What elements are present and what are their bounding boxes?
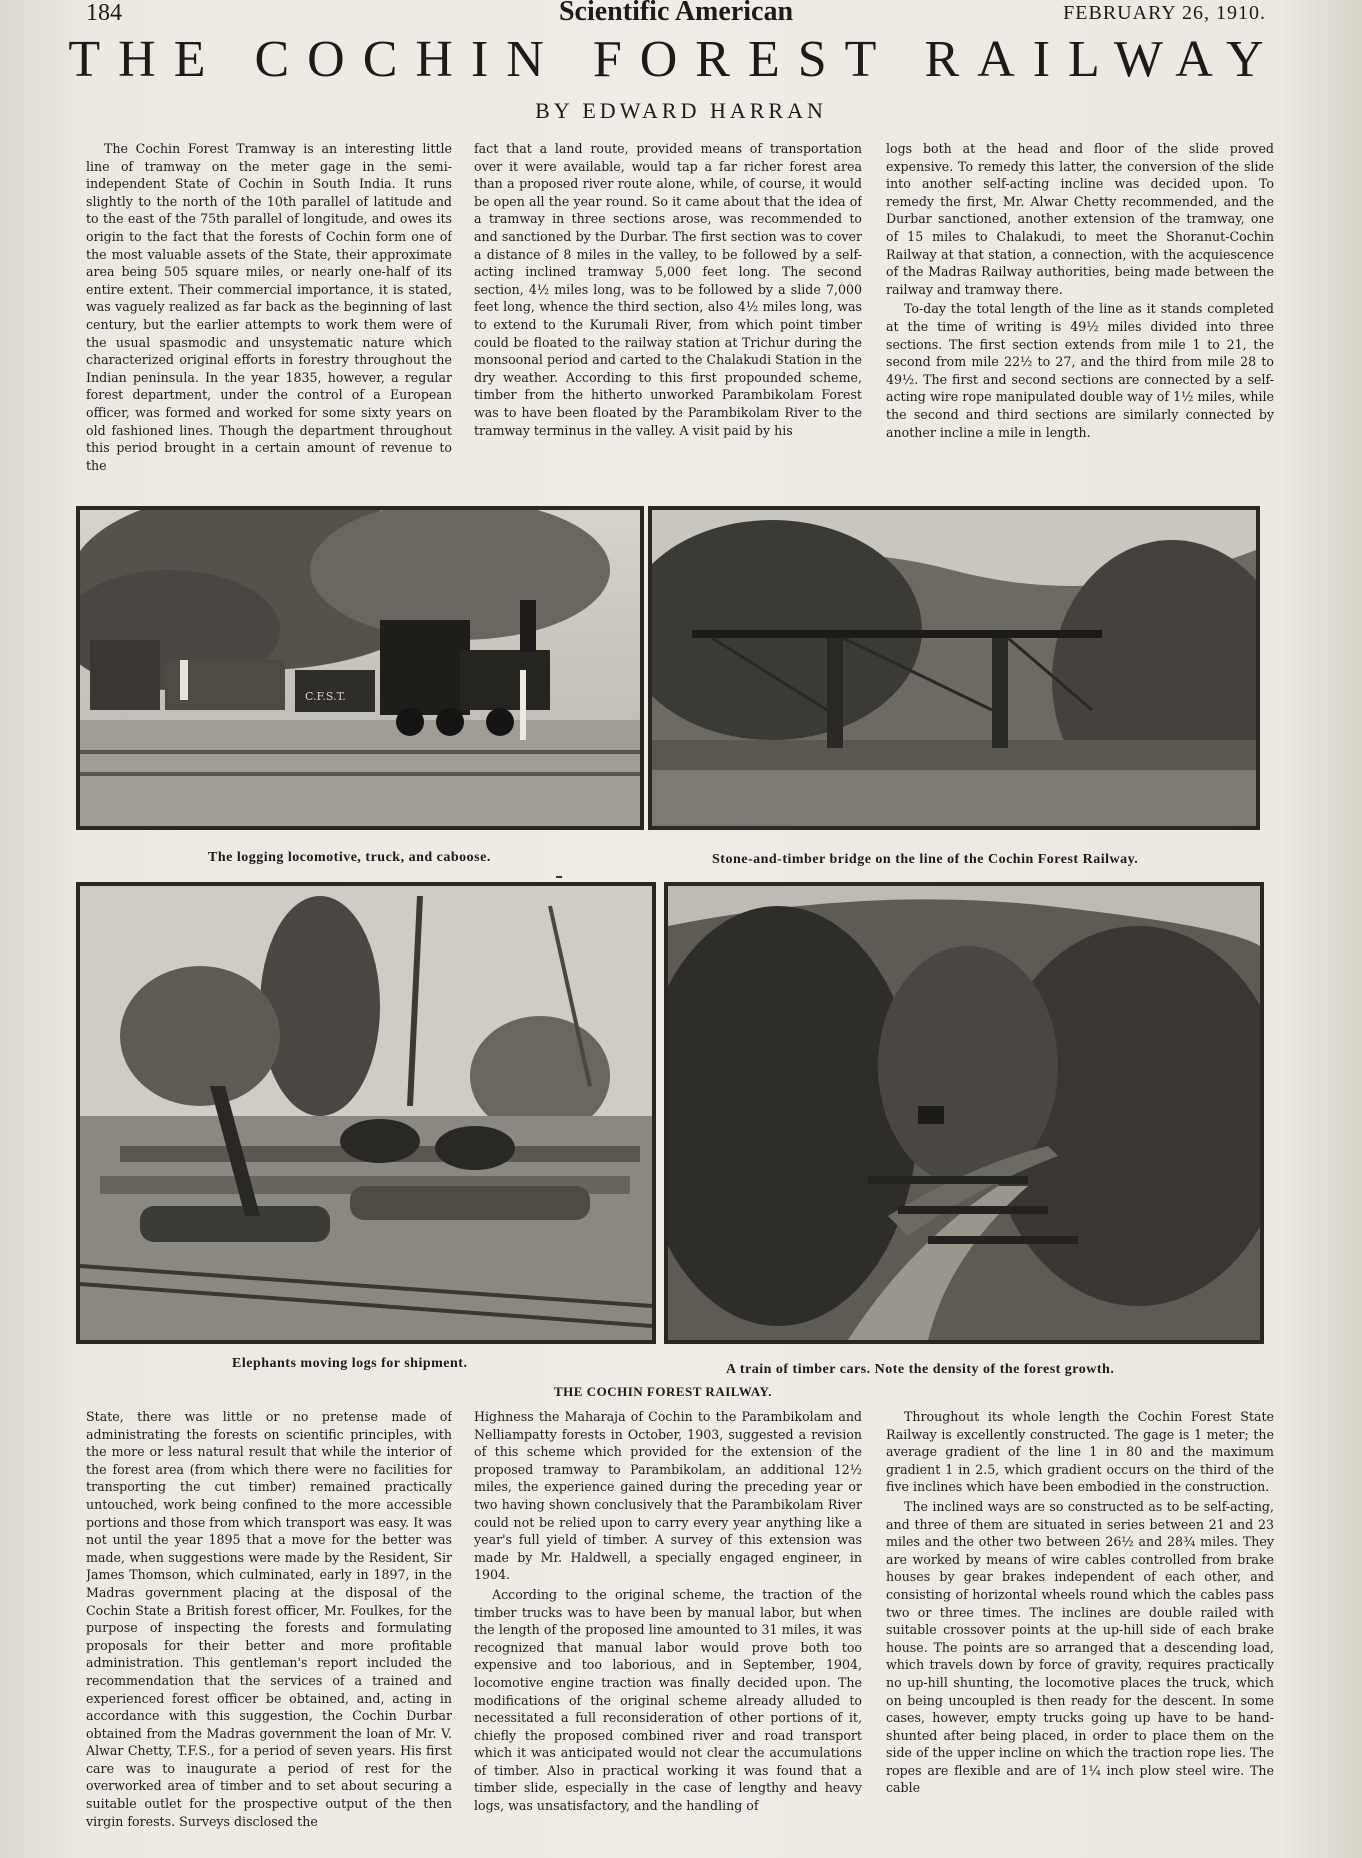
photo-locomotive	[76, 506, 644, 830]
divider	[556, 876, 562, 878]
page-number: 184	[86, 0, 122, 26]
paragraph: To-day the total length of the line as it stands completed at the time of writing is 49½ miles divided into three sections. The first section extends from mile 1 to 21, the second from mile 22½ to 27, and the third from mile 28 to 49½. The first and second sections are connected by a self-acting wire rope manipulated double way of 1½ miles, while the second and third sections are similarly connected by another incline a mile in length.	[886, 301, 1274, 440]
bridge-illustration	[652, 510, 1256, 826]
paragraph: The Cochin Forest Tramway is an interesting little line of tramway on the meter gage in the semi-independent State of Cochin in South India. It runs slightly to the north of the 10th parallel of latitude and to the east of the 75th parallel of longitude, and owes its origin to the fact that the forests of Cochin form one of the most valuable assets of the State, their approximate area being 505 square miles, or nearly one-half of its entire extent. Their commercial importance, it is stated, was vaguely realized as far back as the beginning of last century, but the earlier attempts to work them were of the usual spasmodic and unsystematic nature which characterized original efforts in forestry throughout the Indian peninsula. In the year 1835, however, a regular forest department, under the control of a European officer, was formed and worked for some sixty years on old fashioned lines. Though the department throughout this period brought in a certain amount of revenue to the	[86, 141, 452, 473]
paragraph: Highness the Maharaja of Cochin to the Parambikolam and Nelliampatty forests in October, 1903, suggested a revision of this scheme which provided for the extension of the proposed tramway to Parambikolam, an additional 12½ miles, the experience gained during the preceding year or two having shown conclusively that the Parambikolam River could not be relied upon to carry every year anything like a year's full yield of timber. A survey of this extension was made by Mr. Haldwell, a specially engaged engineer, in 1904.	[474, 1409, 862, 1583]
paragraph: Throughout its whole length the Cochin Forest State Railway is excellently constructed. The gage is 1 meter; the average gradient of the line 1 in 80 and the maximum gradient 1 in 2.5, which gradient occurs on the third of the five inclines which have been embodied in the construction.	[886, 1409, 1274, 1495]
paragraph: State, there was little or no pretense made of administrating the forests on scientific principles, with the more or less natural result that while the interior of the forest area (from which there were no facilities for transporting the cut timber) remained practically untouched, work being confined to the more accessible portions and those from which transport was easy. It was not until the year 1895 that a move for the better was made, when suggestions were made by the Resident, Sir James Thomson, which culminated, early in 1897, in the Madras government placing at the disposal of the Cochin State a British forest officer, Mr. Foulkes, for the purpose of inspecting the forests and formulating proposals for their better and more profitable administration. This gentleman's report included the recommendation that the services of a trained and experienced forest officer be obtained, and, acting in accordance with this suggestion, the Cochin Durbar obtained from the Madras government the loan of Mr. V. Alwar Chetty, T.F.S., for a period of seven years. His first care was to inaugurate a period of rest for the overworked area of timber and to set about securing a suitable outlet for the prospective output of the then virgin forests. Surveys disclosed the	[86, 1409, 452, 1829]
paragraph: According to the original scheme, the traction of the timber trucks was to have been by manual labor, but when the length of the proposed line amounted to 31 miles, it was recognized that manual labor would prove both too expensive and too laborious, and in September, 1904, locomotive engine traction was finally decided upon. The modifications of the original scheme already alluded to necessitated a full reconsideration of other portions of it, chiefly the proposed combined river and road transport which it was anticipated would not clear the accumulations of timber. Also in practical working it was found that a timber slide, especially in the case of lengthy and heavy logs, was unsatisfactory, and the handling of	[474, 1586, 862, 1814]
timber-train-illustration	[668, 886, 1260, 1340]
paragraph: fact that a land route, provided means of transportation over it were available, would tap a far richer forest area than a proposed river route alone, while, of course, it would be open all the year round. So it came about that the idea of a tramway in three sections arose, was recommended to and sanctioned by the Durbar. The first section was to cover a distance of 8 miles in the valley, to be followed by a self-acting inclined tramway 5,000 feet long. The second section, 4½ miles long, was to be followed by a slide 7,000 feet long, whence the third section, also 4½ miles long, was to extend to the Kurumali River, from which point timber could be floated to the railway station at Trichur during the monsoonal period and carted to the Chalakudi Station in the dry weather. According to this first propounded scheme, timber from the hitherto unworked Parambikolam Forest was to have been floated by the Parambikolam River to the tramway terminus in the valley. A visit paid by his	[474, 141, 862, 438]
paragraph: The inclined ways are so constructed as to be self-acting, and three of them are situated in series between 21 and 23 miles and the other two between 26½ and 28¾ miles. They are worked by means of wire cables controlled from brake houses by gear brakes independent of each other, and consisting of horizontal wheels round which the cables pass two or three times. The inclines are double railed with suitable crossover points at the up-hill side of each brake house. The points are so arranged that a descending load, which travels down by force of gravity, requires practically no up-hill shunting, the locomotive places the truck, which on being uncoupled is then ready for the descent. In some cases, however, empty trucks going up have to be hand-shunted after being placed, in order to place them on the side of the upper incline on which the traction rope lies. The ropes are flexible and are of 1¼ inch plow steel wire. The cable	[886, 1498, 1274, 1796]
bottom-column-2	[474, 1408, 862, 1854]
bottom-column-1	[86, 1408, 452, 1854]
top-column-1	[86, 140, 452, 478]
running-header	[86, 0, 1266, 30]
caption-elephants: Elephants moving logs for shipment.	[232, 1356, 468, 1371]
article-title: THE COCHIN FOREST RAILWAY	[68, 31, 1282, 88]
photo-elephants	[76, 882, 656, 1344]
elephants-illustration	[80, 886, 652, 1340]
tender-label: C.F.S.T.	[305, 690, 346, 703]
issue-date: FEBRUARY 26, 1910.	[1063, 2, 1266, 24]
caption-timber-train: A train of timber cars. Note the density of the forest growth.	[726, 1362, 1115, 1377]
top-column-2	[474, 140, 862, 478]
caption-bridge: Stone-and-timber bridge on the line of the Cochin Forest Railway.	[712, 852, 1139, 867]
photo-timber-train	[664, 882, 1264, 1344]
top-column-3	[886, 140, 1274, 478]
figure-caption: THE COCHIN FOREST RAILWAY.	[554, 1384, 772, 1399]
locomotive-illustration	[80, 510, 640, 826]
caption-locomotive: The logging locomotive, truck, and caboose.	[208, 850, 491, 865]
article-byline: BY EDWARD HARRAN	[535, 98, 827, 123]
magazine-name: Scientific American	[558, 0, 794, 27]
paragraph: logs both at the head and floor of the slide proved expensive. To remedy this latter, the conversion of the slide into another self-acting incline was decided upon. To remedy the first, Mr. Alwar Chetty recommended, and the Durbar sanctioned, another extension of the tramway, one of 15 miles to Chalakudi, to meet the Shoranut-Cochin Railway at that station, a connection, with the acquiescence of the Madras Railway authorities, being made between the railway and tramway there.	[886, 141, 1274, 297]
photo-bridge	[648, 506, 1260, 830]
bottom-column-3	[886, 1408, 1274, 1854]
